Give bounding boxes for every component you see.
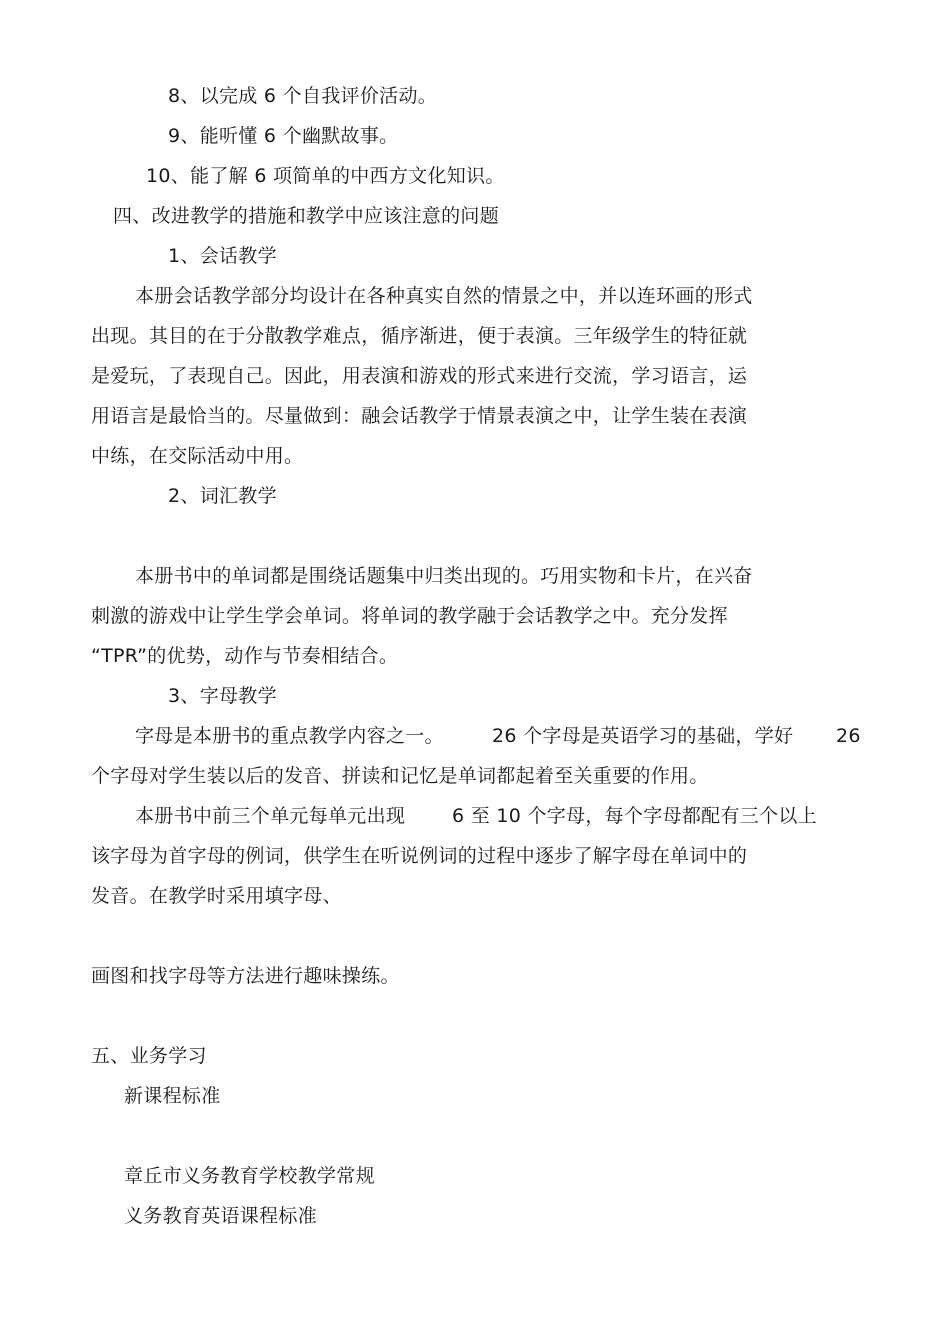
paragraph-line: 刺激的游戏中让学生学会单词。将单词的教学融于会话教学之中。充分发挥 — [91, 605, 728, 627]
section-heading-5: 五、业务学习 — [91, 1045, 207, 1067]
study-item: 新课程标准 — [124, 1085, 221, 1107]
paragraph-line: 画图和找字母等方法进行趣味操练。 — [91, 965, 400, 987]
paragraph-line: 出现。其目的在于分散教学难点，循序渐进，便于表演。三年级学生的特征就 — [91, 325, 748, 347]
paragraph-line: 字母是本册书的重点教学内容之一。 — [135, 725, 444, 747]
paragraph-line: 该字母为首字母的例词，供学生在听说例词的过程中逐步了解字母在单词中的 — [91, 845, 748, 867]
goal-item-10: 10、能了解 6 项简单的中西方文化知识。 — [146, 165, 505, 187]
study-item: 义务教育英语课程标准 — [124, 1205, 318, 1227]
paragraph-line: 个字母对学生装以后的发音、拼读和记忆是单词都起着至关重要的作用。 — [91, 765, 709, 787]
subheading-vocabulary: 2、词汇教学 — [168, 485, 277, 507]
paragraph-line: 本册书中的单词都是围绕话题集中归类出现的。巧用实物和卡片，在兴奋 — [135, 565, 753, 587]
study-item: 章丘市义务教育学校教学常规 — [124, 1165, 375, 1187]
paragraph-line: 本册书中前三个单元每单元出现 — [135, 805, 406, 827]
paragraph-line: 本册会话教学部分均设计在各种真实自然的情景之中，并以连环画的形式 — [135, 285, 753, 307]
paragraph-line: 26 — [836, 725, 861, 747]
section-heading-4: 四、改进教学的措施和教学中应该注意的问题 — [113, 205, 500, 227]
paragraph-line: 用语言是最恰当的。尽量做到：融会话教学于情景表演之中，让学生装在表演 — [91, 405, 748, 427]
subheading-conversation: 1、会话教学 — [168, 245, 277, 267]
subheading-alphabet: 3、字母教学 — [168, 685, 277, 707]
paragraph-line: 发音。在教学时采用填字母、 — [91, 885, 342, 907]
goal-item-9: 9、能听懂 6 个幽默故事。 — [168, 125, 399, 147]
goal-item-8: 8、以完成 6 个自我评价活动。 — [168, 85, 438, 107]
paragraph-line: 6 至 10 个字母，每个字母都配有三个以上 — [452, 805, 817, 827]
paragraph-line: 是爱玩，了表现自己。因此，用表演和游戏的形式来进行交流，学习语言，运 — [91, 365, 748, 387]
paragraph-line: 26 个字母是英语学习的基础，学好 — [492, 725, 794, 747]
paragraph-line: 中练，在交际活动中用。 — [91, 445, 304, 467]
paragraph-line: “TPR”的优势，动作与节奏相结合。 — [91, 645, 399, 667]
